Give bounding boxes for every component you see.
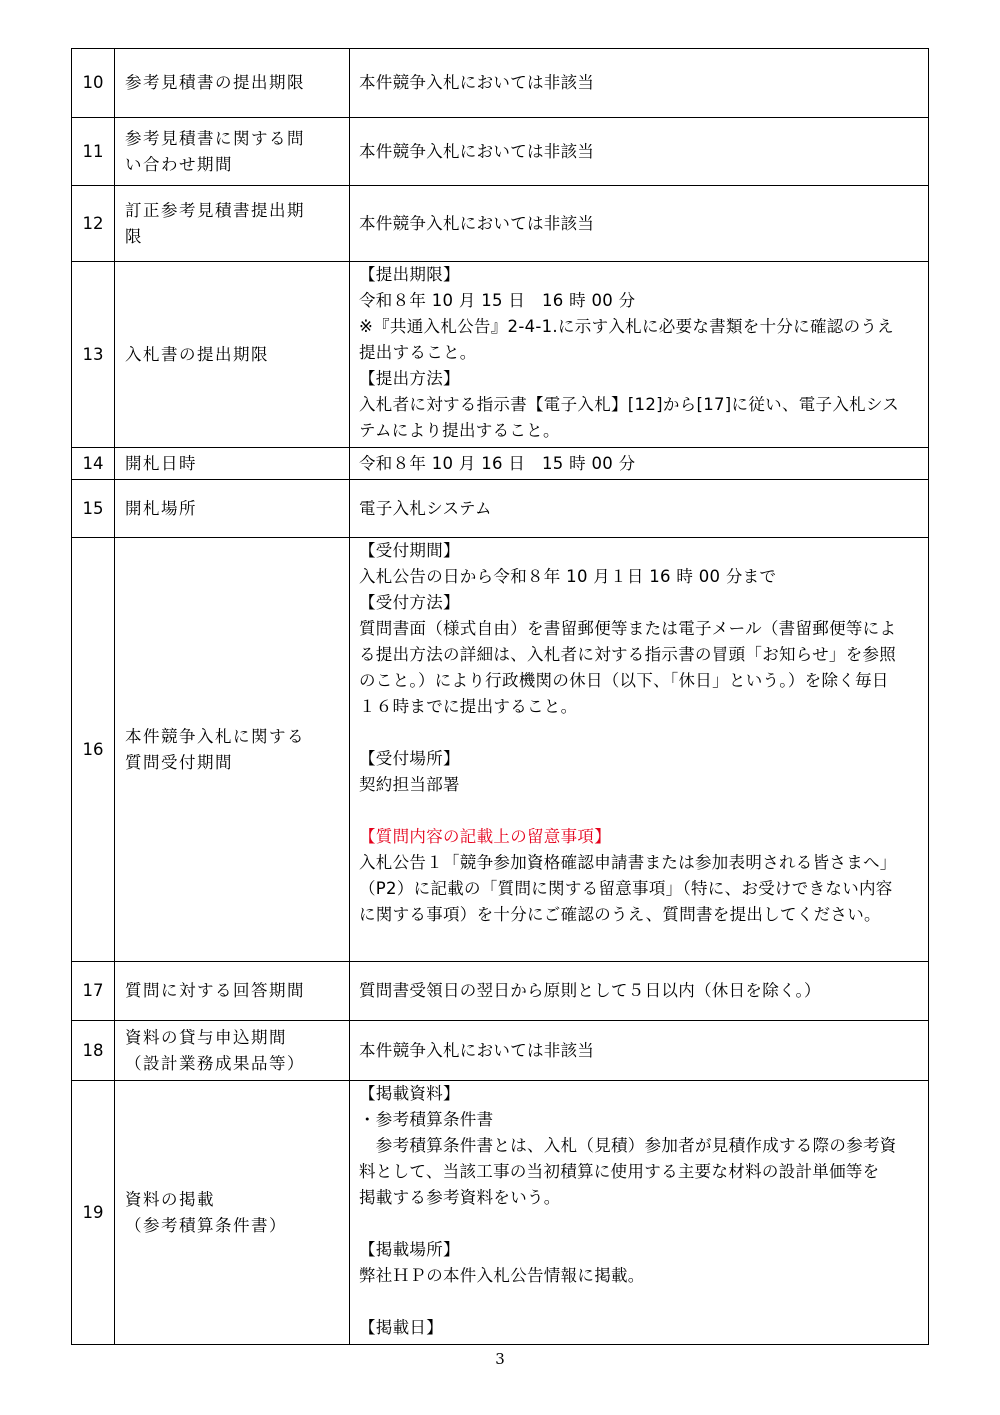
row-number: 14 <box>72 448 115 480</box>
spacer <box>359 1289 919 1315</box>
table-row <box>72 448 929 480</box>
row-description: 令和８年 10 月 16 日 15 時 00 分 <box>350 448 929 480</box>
row-description: 【掲載資料】 ・参考積算条件書 参考積算条件書とは、入札（見積）参加者が見積作成する際の参考資 料として、当該工事の当初積算に使用する主要な材料の設計単価等を 掲載する参考資料をいう。 【掲載場所】 弊社ＨＰの本件入札公告情報に掲載。 【掲載日】 <box>350 1081 929 1345</box>
row-item: 質問に対する回答期間 <box>115 962 350 1021</box>
row-description: 電子入札システム <box>350 480 929 538</box>
row-description: 本件競争入札においては非該当 <box>350 186 929 262</box>
row-item: 開札日時 <box>115 448 350 480</box>
row-item: 本件競争入札に関する 質問受付期間 <box>115 538 350 962</box>
spacer <box>359 720 919 746</box>
spacer <box>359 1211 919 1237</box>
row-number: 16 <box>72 538 115 962</box>
table-row <box>72 118 929 186</box>
row-item: 参考見積書の提出期限 <box>115 49 350 118</box>
row-number: 18 <box>72 1021 115 1081</box>
row-item: 資料の掲載 （参考積算条件書） <box>115 1081 350 1345</box>
table-row <box>72 538 929 962</box>
row-number: 10 <box>72 49 115 118</box>
row-number: 13 <box>72 262 115 448</box>
row-item: 参考見積書に関する問 い合わせ期間 <box>115 118 350 186</box>
row-item: 訂正参考見積書提出期 限 <box>115 186 350 262</box>
row-description: 本件競争入札においては非該当 <box>350 1021 929 1081</box>
row-item: 開札場所 <box>115 480 350 538</box>
row-description: 本件競争入札においては非該当 <box>350 49 929 118</box>
specification-table <box>71 48 929 1345</box>
row-number: 11 <box>72 118 115 186</box>
row-item: 入札書の提出期限 <box>115 262 350 448</box>
row-description: 本件競争入札においては非該当 <box>350 118 929 186</box>
page-number: 3 <box>495 1350 505 1368</box>
spacer <box>359 798 919 824</box>
table-row <box>72 49 929 118</box>
table-row <box>72 1021 929 1081</box>
row-description: 質問書受領日の翌日から原則として５日以内（休日を除く。） <box>350 962 929 1021</box>
table-row <box>72 1081 929 1345</box>
table-row <box>72 262 929 448</box>
row-number: 12 <box>72 186 115 262</box>
row-number: 19 <box>72 1081 115 1345</box>
row-number: 15 <box>72 480 115 538</box>
row-item: 資料の貸与申込期間 （設計業務成果品等） <box>115 1021 350 1081</box>
table-row <box>72 962 929 1021</box>
row-description: 【受付期間】 入札公告の日から令和８年 10 月１日 16 時 00 分まで 【受付方法】 質問書面（様式自由）を書留郵便等または電子メール（書留郵便等によ る提出方法の詳細は、入札者に対する指示書の冒頭「お知らせ」を参照 のこと。）により行政機関の休日（以下、「休日」という。）を除く毎日 １６時までに提出すること。 【受付場所】 契約担当部署 【質問内容の記載上の留意事項】 入札公告１「競争参加資格確認申請書または参加表明される皆さまへ」 （P2）に記載の「質問に関する留意事項」（特に、お受けできない内容 に関する事項）を十分にご確認のうえ、質問書を提出してください。 <box>350 538 929 962</box>
row-description: 【提出期限】 令和８年 10 月 15 日 16 時 00 分 ※『共通入札公告』2-4-1.に示す入札に必要な書類を十分に確認のうえ 提出すること。 【提出方法】 入札者に対する指示書【電子入札】[12]から[17]に従い、電子入札シス テムにより提出すること。 <box>350 262 929 448</box>
notice-heading: 【質問内容の記載上の留意事項】 <box>359 827 611 846</box>
table-row <box>72 186 929 262</box>
row-number: 17 <box>72 962 115 1021</box>
table-row <box>72 480 929 538</box>
